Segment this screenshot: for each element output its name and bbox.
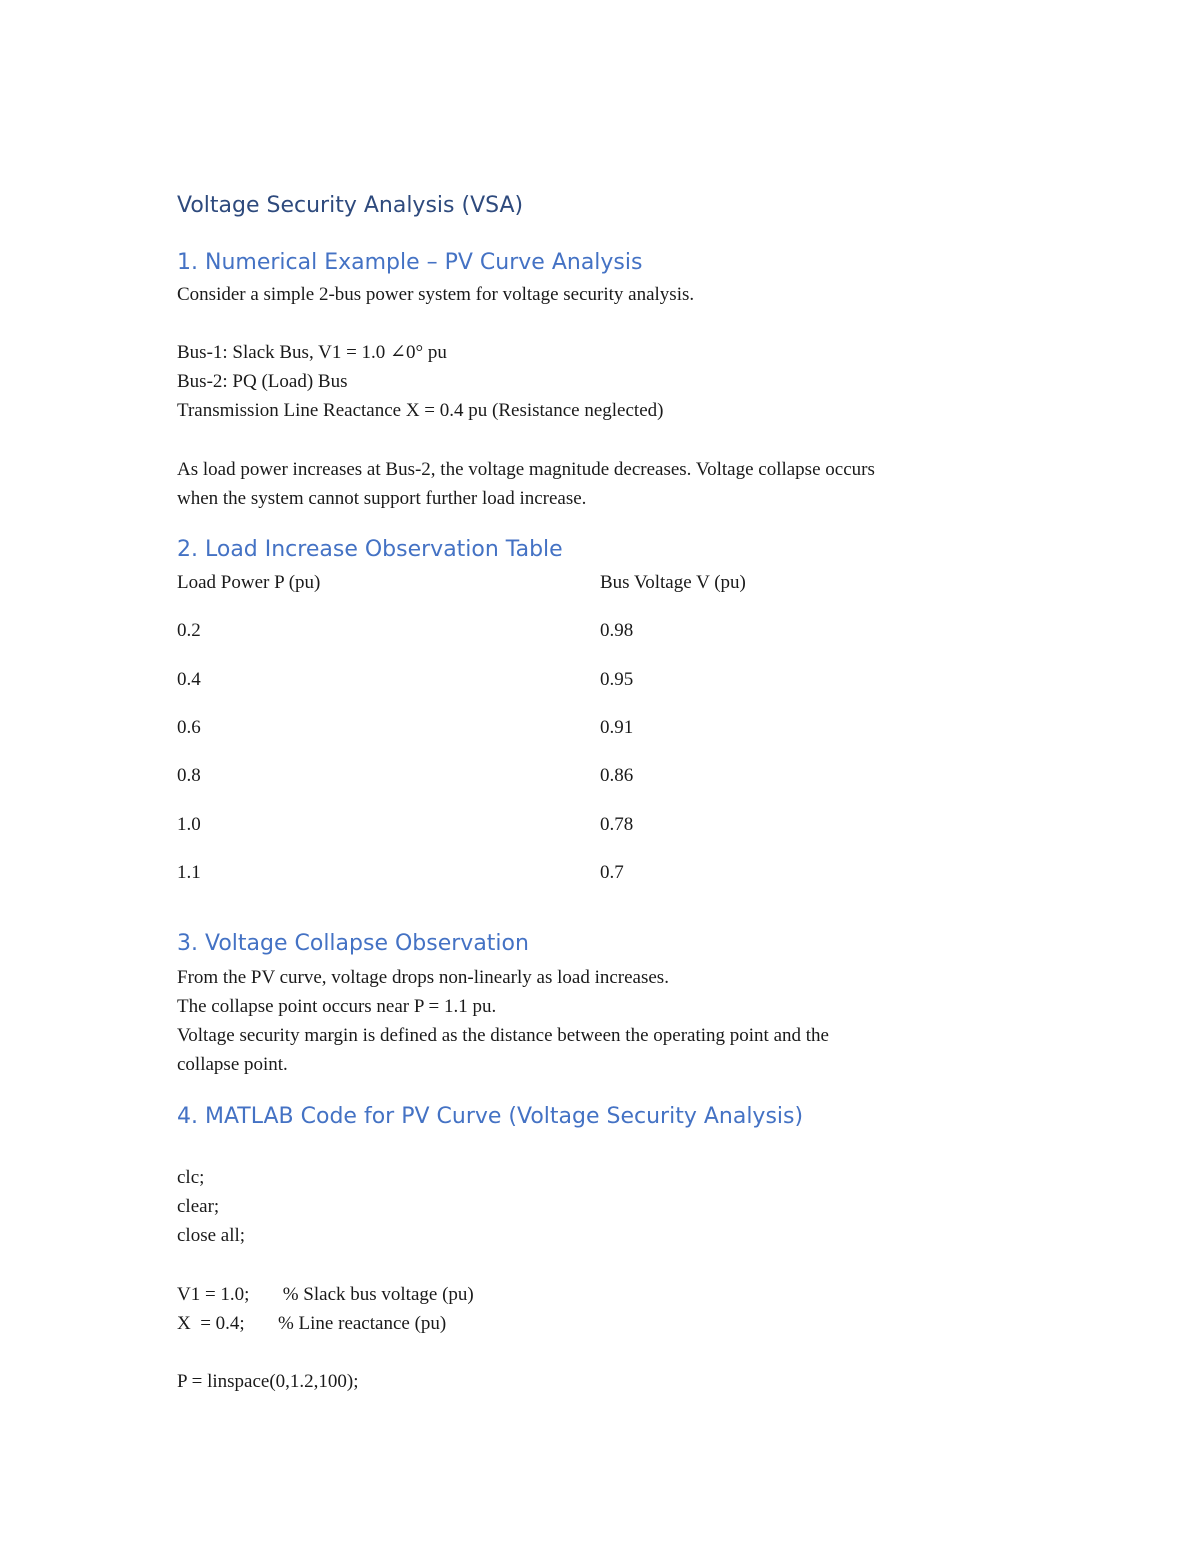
table-cell-voltage: 0.78 bbox=[600, 814, 634, 835]
table-cell-load: 1.0 bbox=[177, 814, 201, 835]
table-cell-voltage: 0.91 bbox=[600, 717, 634, 738]
section-2-heading: 2. Load Increase Observation Table bbox=[177, 537, 563, 562]
table-cell-load: 0.4 bbox=[177, 669, 201, 690]
section-1-paragraph-line-2: when the system cannot support further load increase. bbox=[177, 488, 587, 509]
section-3-line-1: From the PV curve, voltage drops non-linearly as load increases. bbox=[177, 967, 669, 988]
bus-2-description: Bus-2: PQ (Load) Bus bbox=[177, 371, 348, 392]
table-cell-load: 0.6 bbox=[177, 717, 201, 738]
code-line: clear; bbox=[177, 1196, 220, 1217]
section-1-heading: 1. Numerical Example – PV Curve Analysis bbox=[177, 250, 643, 275]
section-3-line-2: The collapse point occurs near P = 1.1 pu. bbox=[177, 996, 497, 1017]
code-line: X = 0.4; % Line reactance (pu) bbox=[177, 1313, 447, 1334]
line-reactance-description: Transmission Line Reactance X = 0.4 pu (Resistance neglected) bbox=[177, 400, 664, 421]
table-header-load-power: Load Power P (pu) bbox=[177, 572, 321, 593]
table-cell-voltage: 0.86 bbox=[600, 765, 634, 786]
table-header-bus-voltage: Bus Voltage V (pu) bbox=[600, 572, 746, 593]
section-1-intro: Consider a simple 2-bus power system for voltage security analysis. bbox=[177, 284, 695, 305]
document-title: Voltage Security Analysis (VSA) bbox=[177, 193, 524, 218]
table-cell-load: 1.1 bbox=[177, 862, 201, 883]
table-cell-load: 0.8 bbox=[177, 765, 201, 786]
bus-1-description: Bus-1: Slack Bus, V1 = 1.0 ∠0° pu bbox=[177, 342, 447, 363]
code-line: close all; bbox=[177, 1225, 246, 1246]
code-line: V1 = 1.0; % Slack bus voltage (pu) bbox=[177, 1284, 474, 1305]
section-4-heading: 4. MATLAB Code for PV Curve (Voltage Security Analysis) bbox=[177, 1104, 804, 1129]
section-3-line-3: Voltage security margin is defined as the distance between the operating point and the bbox=[177, 1025, 829, 1046]
table-cell-voltage: 0.98 bbox=[600, 620, 634, 641]
table-cell-voltage: 0.95 bbox=[600, 669, 634, 690]
table-cell-load: 0.2 bbox=[177, 620, 201, 641]
section-3-line-4: collapse point. bbox=[177, 1054, 288, 1075]
section-3-heading: 3. Voltage Collapse Observation bbox=[177, 931, 529, 956]
table-cell-voltage: 0.7 bbox=[600, 862, 624, 883]
code-line: clc; bbox=[177, 1167, 205, 1188]
section-1-paragraph-line-1: As load power increases at Bus-2, the voltage magnitude decreases. Voltage collapse occurs bbox=[177, 459, 875, 480]
code-line: P = linspace(0,1.2,100); bbox=[177, 1371, 359, 1392]
